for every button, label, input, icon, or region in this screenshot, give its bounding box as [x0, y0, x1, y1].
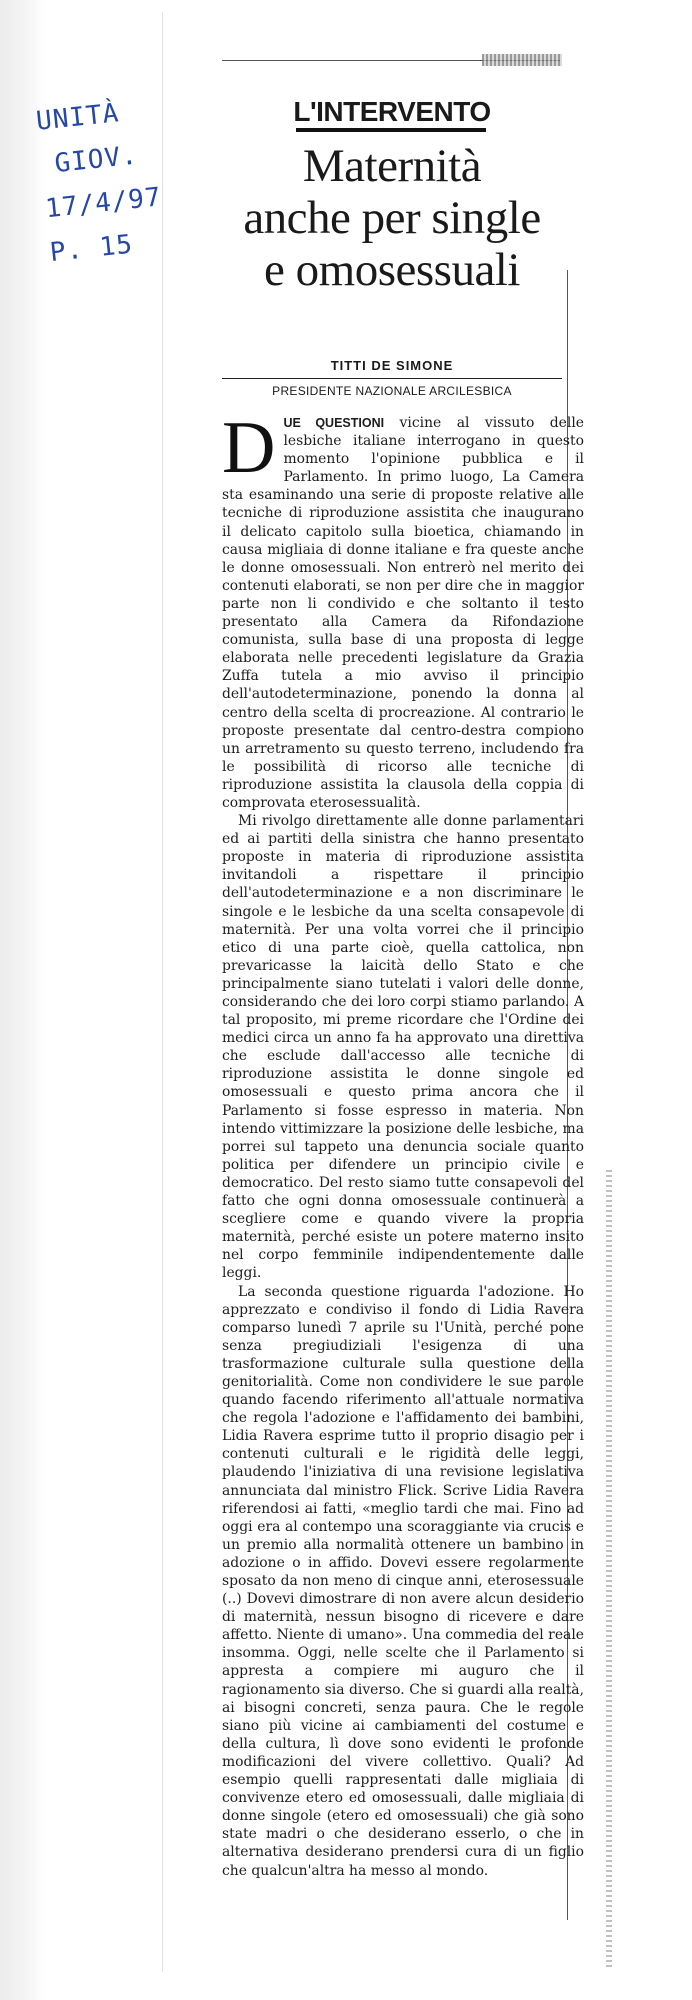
byline-rule: [222, 378, 562, 379]
annotation-line: P. 15: [48, 229, 135, 269]
halftone-strip: [482, 54, 562, 66]
byline-role: PRESIDENTE NAZIONALE ARCILESBICA: [272, 384, 512, 398]
headline-line: anche per single: [243, 192, 541, 244]
annotation-line: UNITÀ: [34, 98, 121, 137]
article-paragraph: Mi rivolgo direttamente alle donne parlamentari ed ai partiti della sinistra che hanno presentato proposte in materia di riproduzione assistita invitandoli a rispettare il principio dell'autodeterminazione e a non discriminare le singole e le lesbiche da una scelta consapevole di maternità. Per una volta vorrei che il principio etico di una parte cioè, quella cattolica, non prevaricasse la laicità dello Stato e che principalmente siano tutelati i valori delle donne, considerando che dei loro corpi stiamo parlando. A tal proposito, mi preme ricordare che l'Ordine dei medici circa un anno fa ha approvato una direttiva che esclude dall'accesso alle tecniche di riproduzione assistita le donne singole ed omosessuali e questo prima ancora che il Parlamento si fosse espresso in materia. Non intendo vittimizzare la posizione delle lesbiche, ma porrei sul tappeto una denuncia sociale quanto politica per difendere un principio civile e democratico. Del resto siamo tutte consapevoli del fatto che ogni donna omosessuale continuerà a scegliere come e quando vivere la propria maternità, perché esiste un potere materno insito nel corpo femminile indipendentemente dalle leggi.: [222, 813, 584, 1282]
scan-edge-dots: [606, 1170, 612, 1970]
handwritten-annotation: [34, 84, 202, 275]
scan-page-edge: [0, 0, 46, 2000]
paragraph-text: vicine al vissuto delle lesbiche italiane interrogano in questo momento l'opinione pubblica e il Parlamento. In primo luogo, La Camera sta esaminando una serie di proposte relative alle tecniche di riproduzione assistita che inaugurano il delicato capitolo sulla bioetica, chiamando in causa migliaia di donne italiane e fra queste anche le donne omosessuali. Non entrerò nel merito dei contenuti elaborati, se non per dire che in maggior parte non li condivido e che soltanto il testo presentato alla Camera da Rifondazione comunista, sulla base di una proposta di legge elaborata nelle precedenti legislature da Grazia Zuffa tutela a mio avviso il principio dell'autodeterminazione, ponendo la donna al centro della scelta di procreazione. Al contrario le proposte presentate dal centro-destra compiono un arretramento su questo terreno, includendo fra le possibilità di ricorso alle tecniche di riproduzione assistita la clausola della coppia di comprovata eterosessualità.: [222, 415, 584, 811]
article-body: [222, 407, 584, 1880]
section-kicker: L'INTERVENTO: [293, 96, 491, 127]
drop-cap: D: [222, 407, 276, 489]
annotation-line: 17/4/97: [43, 182, 164, 225]
article-paragraph: [222, 407, 584, 812]
annotation-line: GIOV.: [53, 140, 140, 180]
byline-author: TITTI DE SIMONE: [330, 358, 454, 373]
scan-fold-line: [162, 12, 163, 1972]
headline-line: Maternità: [302, 140, 482, 192]
kicker-underline: [296, 128, 486, 132]
article-paragraph: La seconda questione riguarda l'adozione. Ho apprezzato e condiviso il fondo di Lidia Ravera comparso lunedì 7 aprile su l'Unità, perché pone senza pregiudiziali l'esigenza di una trasformazione culturale sulla questione della genitorialità. Come non condividere le sue parole quando facendo riferimento all'attuale normativa che regola l'adozione e l'affidamento dei bambini, Lidia Ravera esprime tutto il proprio disagio per i contenuti culturali e le rigidità delle leggi, plaudendo l'iniziativa di una revisione legislativa annunciata dal ministro Flick. Scrive Lidia Ravera riferendosi ai fatti, «meglio tardi che mai. Fino ad oggi era al contempo una scoraggiante via crucis e un premio alla normalità ottenere un bambino in adozione o in affido. Dovevi essere regolarmente sposato da non meno di cinque anni, eterosessuale (..) Dovevi dimostrare di non avere alcun desiderio di maternità, nessun bisogno di ricevere e dare affetto. Niente di umano». Una commedia del reale insomma. Oggi, nelle scelte che il Parlamento si appresta a compiere mi auguro che il ragionamento sia diverso. Che si guardi alla realtà, ai bisogni concreti, senza paura. Che le regole siano più vicine ai cambiamenti del costume e della cultura, lì dove sono evidenti le profonde modificazioni del vivere collettivo. Quali? Ad esempio quelli rappresentati dalle migliaia di convivenze etero ed omosessuali, dalle migliaia di donne singole (etero ed omosessuali) che già sono state madri o che desiderano esserlo, o che in alternativa desiderano prendersi cura di un figlio che qualcun'altra ha messo al mondo.: [222, 1283, 584, 1879]
lead-in: UE QUESTIONI: [283, 416, 385, 430]
headline: [214, 140, 570, 296]
headline-line: e omosessuali: [264, 244, 520, 296]
